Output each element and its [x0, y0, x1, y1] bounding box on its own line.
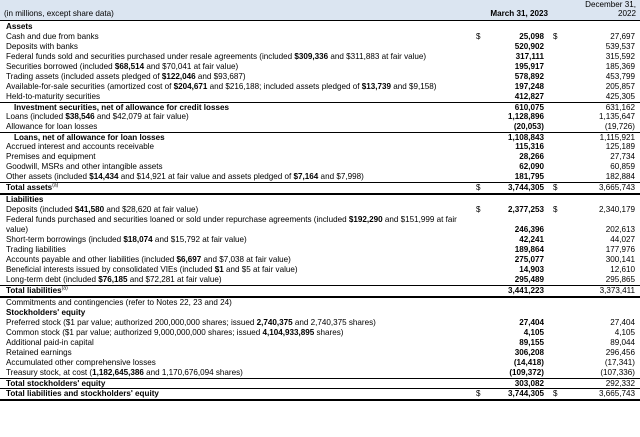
row-label — [6, 358, 156, 368]
row-label — [6, 205, 198, 215]
row-label — [6, 298, 232, 308]
label-text: and $216,188; included assets pledged of — [207, 82, 362, 91]
value-prior: 182,884 — [605, 172, 635, 181]
label-text: and 1,170,676,094 shares) — [143, 368, 243, 377]
table-row — [0, 152, 640, 162]
label-text: Cash and due from banks — [6, 32, 99, 41]
label-text: Federal funds purchased and securities loaned or sold under repurchase agreements (included — [6, 215, 349, 224]
value-current: (109,372) — [509, 368, 544, 377]
row-label — [6, 162, 163, 172]
label-text: and $311,883 at fair value) — [328, 52, 427, 61]
table-row — [0, 348, 640, 358]
bold-amount: Total liabilities and stockholders' equity — [6, 389, 159, 398]
label-text: shares) — [314, 328, 344, 337]
value-prior: 300,141 — [605, 255, 635, 264]
value-current: 306,208 — [514, 348, 544, 357]
value-current: 62,090 — [519, 162, 544, 171]
bold-amount: 2,740,375 — [256, 318, 293, 327]
row-label — [6, 255, 291, 265]
value-current: 25,098 — [519, 32, 544, 41]
label-text: Accumulated other comprehensive losses — [6, 358, 156, 367]
value-prior: 60,859 — [610, 162, 635, 171]
label-text: and $7,038 at fair value) — [201, 255, 291, 264]
row-label — [6, 318, 376, 328]
value-prior: 295,865 — [605, 275, 635, 284]
bold-amount: $38,546 — [65, 112, 95, 121]
table-row — [0, 328, 640, 338]
label-text: and $15,792 at fair value) — [152, 235, 247, 244]
value-prior: (107,336) — [600, 368, 635, 377]
table-row — [0, 172, 640, 182]
value-prior: 296,456 — [605, 348, 635, 357]
currency-symbol-prior: $ — [553, 32, 558, 41]
label-text: Goodwill, MSRs and other intangible assets — [6, 162, 163, 171]
row-label — [6, 245, 66, 255]
value-current: 295,489 — [514, 275, 544, 284]
label-text: Accounts payable and other liabilities (included — [6, 255, 177, 264]
currency-symbol-prior: $ — [553, 389, 558, 398]
label-text: Commitments and contingencies (refer to Notes 22, 23 and 24) — [6, 298, 232, 307]
value-prior: 3,665,743 — [598, 389, 635, 398]
value-current: 115,316 — [515, 142, 544, 151]
value-current: 1,108,843 — [507, 133, 544, 142]
table-row — [0, 255, 640, 265]
value-prior: 4,105 — [614, 328, 635, 337]
column-header-prior: December 31, 2022 — [585, 0, 636, 18]
section-heading-assets: Assets — [6, 22, 33, 31]
row-label — [6, 42, 78, 52]
bold-amount: $41,580 — [74, 205, 105, 214]
label-text: and $28,620 at fair value) — [104, 205, 199, 214]
table-row — [0, 318, 640, 328]
label-text: Trading assets (included assets pledged of — [6, 72, 162, 81]
value-prior: 2,340,179 — [598, 205, 635, 214]
table-row — [0, 245, 640, 255]
table-row — [0, 265, 640, 275]
value-current: 317,111 — [515, 52, 544, 61]
row-label — [6, 389, 159, 399]
value-current: 4,105 — [523, 328, 544, 337]
row-label — [6, 328, 343, 338]
value-current: 610,075 — [514, 103, 544, 112]
currency-symbol-current: $ — [476, 205, 481, 214]
value-prior: 27,404 — [610, 318, 635, 327]
row-label — [6, 235, 247, 245]
value-prior: 1,115,921 — [599, 133, 635, 142]
bold-amount: $309,336 — [294, 52, 329, 61]
value-prior: 292,332 — [605, 379, 635, 388]
label-text: and $42,079 at fair value) — [94, 112, 189, 121]
value-current: 246,396 — [514, 225, 544, 234]
bold-amount: $6,697 — [176, 255, 202, 264]
value-current: 1,128,896 — [507, 112, 544, 121]
table-row — [0, 72, 640, 82]
bold-amount: Total stockholders' equity — [6, 379, 106, 388]
table-row — [0, 368, 640, 378]
value-current: 303,082 — [514, 379, 544, 388]
value-prior: 27,697 — [610, 32, 635, 41]
label-text: and $72,281 at fair value) — [127, 275, 222, 284]
row-label — [6, 122, 97, 132]
table-row — [0, 122, 640, 132]
row-label — [6, 368, 243, 378]
label-text: Loans (included — [6, 112, 66, 121]
value-prior: 205,857 — [605, 82, 635, 91]
value-current: 181,795 — [514, 172, 544, 181]
column-header-current: March 31, 2023 — [490, 9, 548, 18]
label-text: Securities borrowed (included — [6, 62, 115, 71]
table-row — [0, 52, 640, 62]
table-row — [0, 32, 640, 42]
bold-amount: $13,739 — [361, 82, 392, 91]
label-text: Treasury stock, at cost ( — [6, 368, 93, 377]
value-prior: 539,537 — [605, 42, 635, 51]
bold-amount: $122,046 — [161, 72, 196, 81]
value-prior: 89,044 — [610, 338, 635, 347]
value-current: 2,377,253 — [507, 205, 544, 214]
total-row — [0, 182, 640, 195]
value-prior: 1,135,647 — [598, 112, 635, 121]
value-current: 3,441,223 — [507, 286, 544, 295]
bold-amount: Investment securities, net of allowance for credit losses — [14, 103, 230, 112]
value-current: 42,241 — [519, 235, 544, 244]
value-prior: 12,610 — [610, 265, 635, 274]
value-current: (14,418) — [513, 358, 544, 367]
row-label — [6, 52, 426, 62]
label-text: Long-term debt (included — [6, 275, 99, 284]
value-current: 3,744,305 — [507, 183, 544, 192]
label-text: Beneficial interests issued by consolidated VIEs (included — [6, 265, 215, 274]
value-current: 3,744,305 — [507, 389, 544, 398]
bold-amount: $204,671 — [173, 82, 208, 91]
currency-symbol-prior: $ — [553, 183, 558, 192]
table-row — [0, 142, 640, 152]
bold-amount: Total assets — [6, 183, 53, 192]
bold-amount: Total liabilities — [6, 286, 62, 295]
label-text: Other assets (included — [6, 172, 90, 181]
currency-symbol-current: $ — [476, 389, 481, 398]
row-label — [6, 348, 72, 358]
table-row — [0, 162, 640, 172]
value-current: (20,053) — [513, 122, 544, 131]
row-label — [6, 62, 238, 72]
value-prior: 185,369 — [605, 62, 635, 71]
table-row — [0, 62, 640, 72]
label-text: Short-term borrowings (included — [6, 235, 124, 244]
table-row — [0, 112, 640, 122]
label-text: Retained earnings — [6, 348, 72, 357]
value-prior: 202,613 — [605, 225, 635, 234]
value-current: 197,248 — [514, 82, 544, 91]
bold-amount: $76,185 — [98, 275, 128, 284]
row-label — [6, 275, 222, 285]
table-row — [0, 42, 640, 52]
label-text: and $93,687) — [195, 72, 246, 81]
label-text: and $14,921 at fair value and assets pledged of — [118, 172, 294, 181]
table-row — [0, 82, 640, 92]
row-label — [6, 215, 464, 235]
table-row — [0, 338, 640, 348]
row-label — [6, 142, 154, 152]
bold-amount: 4,104,933,895 — [262, 328, 315, 337]
value-current: 578,892 — [514, 72, 544, 81]
footnote-marker: (a) — [61, 285, 68, 292]
row-label — [6, 338, 94, 348]
total-row — [0, 285, 640, 298]
value-current: 27,404 — [519, 318, 544, 327]
table-row — [0, 298, 640, 308]
value-prior: 125,189 — [605, 142, 635, 151]
label-text: Federal funds sold and securities purchased under resale agreements (included — [6, 52, 295, 61]
label-text: Additional paid-in capital — [6, 338, 94, 347]
label-text: Premises and equipment — [6, 152, 96, 161]
bold-amount: $7,164 — [293, 172, 319, 181]
label-text: Deposits (included — [6, 205, 75, 214]
currency-symbol-prior: $ — [553, 205, 558, 214]
row-label — [6, 82, 436, 92]
row-label — [6, 265, 298, 275]
grand-total-row — [0, 388, 640, 401]
row-label — [6, 286, 68, 296]
bold-amount: $192,290 — [348, 215, 383, 224]
row-label — [6, 32, 99, 42]
bold-amount: $18,074 — [123, 235, 153, 244]
table-row — [0, 235, 640, 245]
label-text: Allowance for loan losses — [6, 122, 98, 131]
value-current: 412,827 — [514, 92, 544, 101]
label-text: and $5 at fair value) — [223, 265, 298, 274]
section-heading-equity: Stockholders' equity — [6, 308, 86, 317]
value-current: 275,077 — [514, 255, 544, 264]
table-row — [0, 275, 640, 285]
value-prior: 3,373,411 — [599, 286, 635, 295]
label-text: and $70,041 at fair value) — [144, 62, 239, 71]
label-text: Deposits with banks — [6, 42, 78, 51]
label-text: Held-to-maturity securities — [6, 92, 101, 101]
value-prior: 27,734 — [610, 152, 635, 161]
value-current: 520,902 — [514, 42, 544, 51]
table-row — [0, 92, 640, 102]
currency-symbol-current: $ — [476, 183, 481, 192]
row-label — [6, 112, 189, 122]
label-text: Common stock ($1 par value; authorized 9,000,000,000 shares; issued — [6, 328, 263, 337]
table-row — [0, 358, 640, 368]
value-current: 189,864 — [514, 245, 544, 254]
value-prior: (19,726) — [604, 122, 635, 131]
value-prior: 631,162 — [605, 103, 635, 112]
label-text: Accrued interest and accounts receivable — [6, 142, 155, 151]
currency-symbol-current: $ — [476, 32, 481, 41]
value-current: 195,917 — [514, 62, 544, 71]
row-label — [6, 152, 96, 162]
value-prior: 3,665,743 — [598, 183, 635, 192]
table-header — [0, 0, 640, 21]
label-text: and $7,998) — [318, 172, 364, 181]
label-text: and 2,740,375 shares) — [292, 318, 376, 327]
bold-amount: $14,434 — [89, 172, 119, 181]
row-label — [6, 172, 364, 182]
section-heading-liabilities: Liabilities — [6, 195, 44, 204]
units-caption: (in millions, except share data) — [4, 9, 114, 18]
row-label — [6, 72, 246, 82]
bold-amount: $68,514 — [114, 62, 145, 71]
label-text: Trading liabilities — [6, 245, 66, 254]
bold-amount: Loans, net of allowance for loan losses — [14, 133, 165, 142]
table-row — [0, 205, 640, 215]
row-label — [6, 183, 58, 193]
value-prior: 44,027 — [610, 235, 635, 244]
value-prior: 177,976 — [605, 245, 635, 254]
value-current: 89,155 — [519, 338, 544, 347]
label-text: Preferred stock ($1 par value; authorized 200,000,000 shares; issued — [6, 318, 257, 327]
row-label — [6, 92, 100, 102]
value-prior: 315,592 — [605, 52, 635, 61]
value-prior: 425,305 — [605, 92, 635, 101]
table-row — [0, 215, 640, 235]
value-prior: 453,799 — [605, 72, 635, 81]
value-current: 14,903 — [519, 265, 544, 274]
bold-amount: $1 — [214, 265, 224, 274]
bold-amount: 1,182,645,386 — [92, 368, 144, 377]
label-text: Available-for-sale securities (amortized cost of — [6, 82, 174, 91]
label-text: and $151,999 at fair value) — [6, 215, 457, 234]
label-text: and $9,158) — [391, 82, 437, 91]
value-current: 28,266 — [519, 152, 544, 161]
footnote-marker: (a) — [52, 182, 59, 189]
value-prior: (17,341) — [604, 358, 635, 367]
